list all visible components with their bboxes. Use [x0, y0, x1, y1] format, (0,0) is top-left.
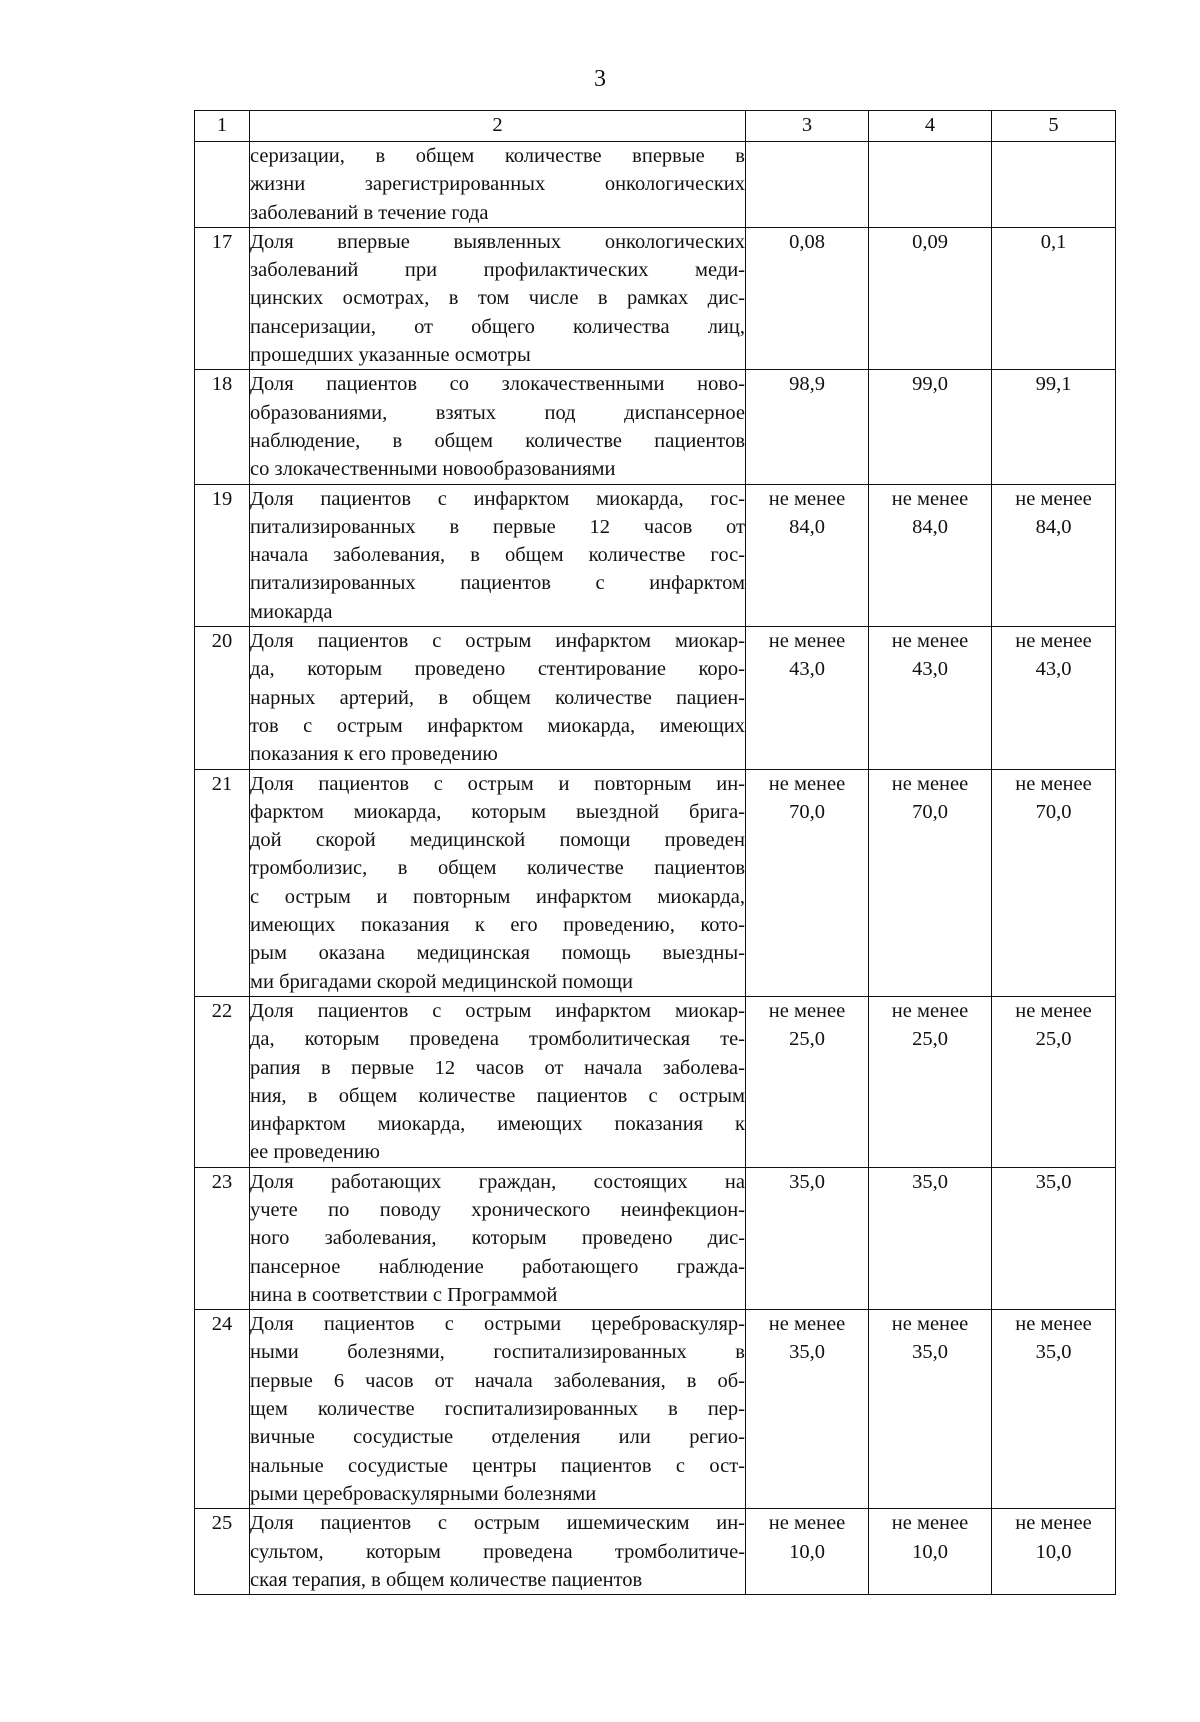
description-line: дой скорой медицинской помощи проведен	[250, 829, 745, 852]
table-header-row	[195, 111, 1116, 142]
description-line: ее проведению	[250, 1141, 380, 1164]
row-number: 17	[195, 227, 250, 369]
table-row	[195, 769, 1116, 996]
description-line: Доля пациентов со злокачественными ново-	[250, 373, 745, 396]
value-column-4: 0,09	[869, 227, 992, 369]
description-line: нина в соответствии с Программой	[250, 1283, 558, 1306]
table-row	[195, 1167, 1116, 1309]
value-column-4	[869, 142, 992, 228]
value-column-3: не менее 43,0	[746, 627, 869, 769]
description-line: тромболизис, в общем количестве пациентов	[250, 857, 745, 880]
description-line: ская терапия, в общем количестве пациентов	[250, 1568, 643, 1591]
description-line: Доля пациентов с острым и повторным ин-	[250, 772, 745, 795]
description-line: Доля пациентов с острым ишемическим ин-	[250, 1512, 745, 1535]
page-number: 3	[594, 66, 606, 92]
value-column-5: 35,0	[992, 1167, 1116, 1309]
description-line: ного заболевания, которым проведено дис-	[250, 1227, 745, 1250]
indicator-description	[250, 769, 746, 996]
value-column-4: не менее 10,0	[869, 1509, 992, 1595]
value-column-3: не менее 10,0	[746, 1509, 869, 1595]
description-line: ми бригадами скорой медицинской помощи	[250, 970, 633, 993]
description-line: тов с острым инфарктом миокарда, имеющих	[250, 714, 745, 737]
value-column-3	[746, 142, 869, 228]
description-line: нарных артерий, в общем количестве пациен-	[250, 686, 745, 709]
description-line: Доля пациентов с инфарктом миокарда, гос-	[250, 487, 745, 510]
description-line: серизации, в общем количестве впервые в	[250, 145, 745, 167]
description-line: пансеризации, от общего количества лиц,	[250, 315, 745, 338]
indicator-description	[250, 142, 746, 228]
description-line: первые 6 часов от начала заболевания, в об-	[250, 1369, 745, 1392]
table-row	[195, 996, 1116, 1167]
indicators-table	[194, 110, 1116, 1595]
description-line: начала заболевания, в общем количестве гос-	[250, 544, 745, 567]
indicator-description	[250, 996, 746, 1167]
description-line: имеющих показания к его проведению, кото-	[250, 914, 745, 937]
indicator-description	[250, 1509, 746, 1595]
description-line: со злокачественными новообразованиями	[250, 458, 616, 481]
value-column-4: не менее 84,0	[869, 484, 992, 626]
description-line: учете по поводу хронического неинфекцион-	[250, 1198, 745, 1221]
description-line: Доля работающих граждан, состоящих на	[250, 1170, 745, 1193]
value-column-5: не менее 43,0	[992, 627, 1116, 769]
description-line: цинских осмотрах, в том числе в рамках дис-	[250, 287, 745, 310]
description-line: щем количестве госпитализированных в пер-	[250, 1398, 745, 1421]
table-row	[195, 1509, 1116, 1595]
value-column-4: не менее 70,0	[869, 769, 992, 996]
table-body	[195, 111, 1116, 1595]
row-number: 18	[195, 370, 250, 484]
value-column-4: 35,0	[869, 1167, 992, 1309]
table-row	[195, 627, 1116, 769]
value-column-5	[992, 142, 1116, 228]
column-header-3: 3	[746, 111, 869, 142]
column-header-2: 2	[250, 111, 746, 142]
value-column-3: 98,9	[746, 370, 869, 484]
description-line: питализированных в первые 12 часов от	[250, 515, 745, 538]
table-row	[195, 227, 1116, 369]
row-number: 24	[195, 1310, 250, 1509]
description-line: инфарктом миокарда, имеющих показания к	[250, 1113, 745, 1136]
description-line: нальные сосудистые центры пациентов с ост-	[250, 1454, 745, 1477]
description-line: пансерное наблюдение работающего гражда-	[250, 1255, 745, 1278]
value-column-3: 35,0	[746, 1167, 869, 1309]
description-line: питализированных пациентов с инфарктом	[250, 572, 745, 595]
value-column-4: 99,0	[869, 370, 992, 484]
description-line: рым оказана медицинская помощь выездны-	[250, 942, 745, 965]
description-line: показания к его проведению	[250, 743, 498, 766]
description-line: ными болезнями, госпитализированных в	[250, 1341, 745, 1364]
description-line: Доля пациентов с острым инфарктом миокар-	[250, 999, 745, 1022]
table-row	[195, 484, 1116, 626]
description-line: с острым и повторным инфарктом миокарда,	[250, 885, 745, 908]
description-line: заболеваний в течение года	[250, 201, 489, 224]
indicator-description	[250, 1310, 746, 1509]
table-row	[195, 142, 1116, 228]
description-line: да, которым проведено стентирование коро-	[250, 658, 745, 681]
indicator-description	[250, 484, 746, 626]
column-header-5: 5	[992, 111, 1116, 142]
table-row	[195, 370, 1116, 484]
row-number: 25	[195, 1509, 250, 1595]
column-header-1: 1	[195, 111, 250, 142]
description-line: образованиями, взятых под диспансерное	[250, 401, 745, 424]
column-header-4: 4	[869, 111, 992, 142]
value-column-5: не менее 25,0	[992, 996, 1116, 1167]
description-line: прошедших указанные осмотры	[250, 344, 531, 367]
value-column-4: не менее 35,0	[869, 1310, 992, 1509]
description-line: Доля пациентов с острыми цереброваскуляр-	[250, 1313, 745, 1336]
description-line: ния, в общем количестве пациентов с острым	[250, 1084, 745, 1107]
indicator-description	[250, 627, 746, 769]
row-number: 21	[195, 769, 250, 996]
value-column-5: 99,1	[992, 370, 1116, 484]
value-column-4: не менее 25,0	[869, 996, 992, 1167]
description-line: наблюдение, в общем количестве пациентов	[250, 429, 745, 452]
row-number: 22	[195, 996, 250, 1167]
value-column-3: не менее 84,0	[746, 484, 869, 626]
value-column-5: не менее 70,0	[992, 769, 1116, 996]
row-number	[195, 142, 250, 228]
description-line: сультом, которым проведена тромболитиче-	[250, 1540, 745, 1563]
value-column-5: 0,1	[992, 227, 1116, 369]
table-row	[195, 1310, 1116, 1509]
indicator-description	[250, 1167, 746, 1309]
value-column-4: не менее 43,0	[869, 627, 992, 769]
value-column-5: не менее 35,0	[992, 1310, 1116, 1509]
value-column-5: не менее 84,0	[992, 484, 1116, 626]
description-line: Доля пациентов с острым инфарктом миокар-	[250, 630, 745, 653]
value-column-5: не менее 10,0	[992, 1509, 1116, 1595]
value-column-3: не менее 35,0	[746, 1310, 869, 1509]
value-column-3: не менее 25,0	[746, 996, 869, 1167]
description-line: миокарда	[250, 600, 333, 623]
value-column-3: не менее 70,0	[746, 769, 869, 996]
description-line: рыми цереброваскулярными болезнями	[250, 1482, 597, 1505]
description-line: фарктом миокарда, которым выездной брига-	[250, 800, 745, 823]
row-number: 23	[195, 1167, 250, 1309]
description-line: вичные сосудистые отделения или регио-	[250, 1426, 745, 1449]
description-line: Доля впервые выявленных онкологических	[250, 230, 745, 253]
indicator-description	[250, 227, 746, 369]
description-line: жизни зарегистрированных онкологических	[250, 173, 745, 196]
value-column-3: 0,08	[746, 227, 869, 369]
description-line: заболеваний при профилактических меди-	[250, 259, 745, 282]
description-line: да, которым проведена тромболитическая те-	[250, 1028, 745, 1051]
indicator-description	[250, 370, 746, 484]
row-number: 19	[195, 484, 250, 626]
row-number: 20	[195, 627, 250, 769]
description-line: рапия в первые 12 часов от начала заболева-	[250, 1056, 745, 1079]
